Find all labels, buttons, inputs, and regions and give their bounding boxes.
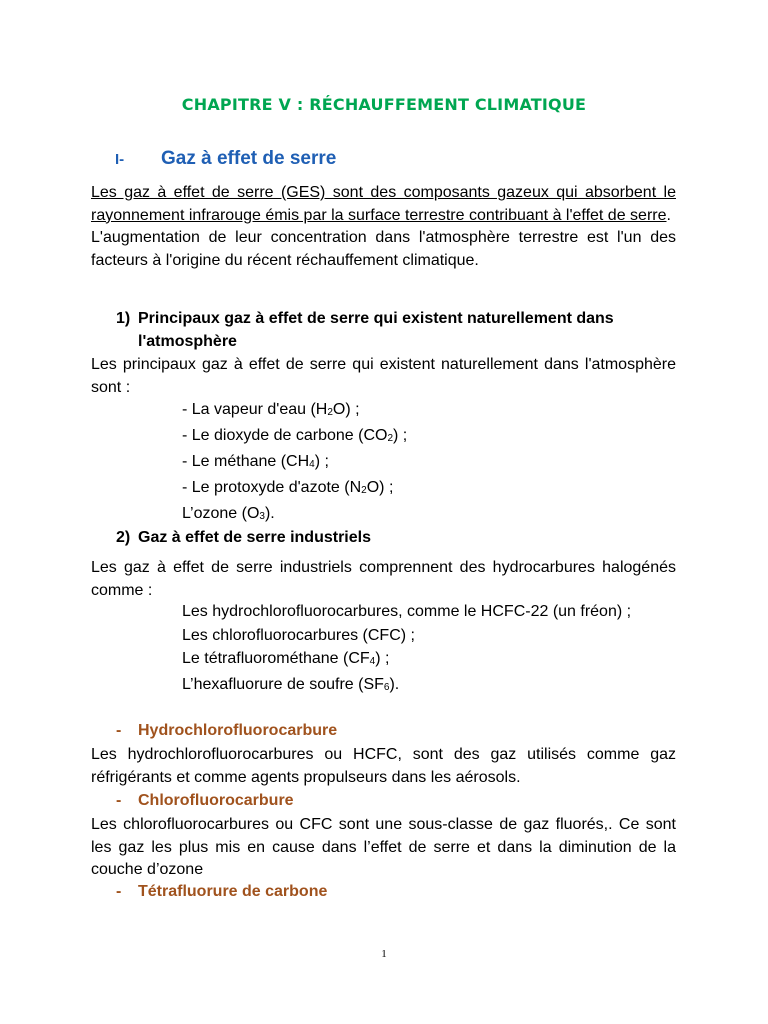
list-item: L’ozone $(O_3)$. <box>182 505 275 522</box>
hcfc-heading: - Hydrochlorofluorocarbure <box>116 722 338 739</box>
natural-gas-list <box>182 398 407 528</box>
list-item: L’hexafluorure de soufre $(SF_6)$. <box>182 675 400 693</box>
list-item: - Le protoxyde d'azote $(N_2O)$ ; <box>182 479 394 496</box>
intro-paragraph: Les gaz à effet de serre (GES) sont des composants gazeux qui absorbent le rayonnement infrarouge émis par la surface terrestre contribuant à l'effet de serre. L'augmentation de leur concentration dans l'atmosphère terrestre est l'un des facteurs à l'origine du récent réchauffement climatique. <box>91 184 676 269</box>
section-heading <box>115 148 336 170</box>
ges-definition: Les gaz à effet de serre (GES) sont des composants gazeux qui absorbent le rayonnement infrarouge émis par la surface terrestre contribuant à l'effet de serre <box>91 184 676 224</box>
list-item: - Le méthane $(CH_4)$ ; <box>182 453 329 470</box>
cfc-text: Les chlorofluorocarbures ou CFC sont une sous-classe de gaz fluorés,. Ce sont les gaz les plus mis en cause dans l’effet de serre et dans la diminution de la couche d’ozone <box>91 816 676 878</box>
section-title: Gaz à effet de serre <box>161 148 337 169</box>
cf4-heading: - Tétrafluorure de carbone <box>116 883 328 900</box>
list-item: Le tétrafluorométhane $(CF_4)$ ; <box>182 649 390 667</box>
list-item: - Le dioxyde de carbone $(CO_2)$ ; <box>182 427 408 444</box>
subsection-1-title: Principaux gaz à effet de serre qui existent naturellement dans l'atmosphère <box>138 310 614 350</box>
chapter-title: CHAPITRE V : RÉCHAUFFEMENT CLIMATIQUE <box>181 95 587 114</box>
hcfc-text: Les hydrochlorofluorocarbures ou HCFC, sont des gaz utilisés comme gaz réfrigérants et comme agents propulseurs dans les aérosols. <box>91 746 676 786</box>
subsection-2-text: Les gaz à effet de serre industriels comprennent des hydrocarbures halogénés comme : <box>91 559 676 599</box>
industrial-gas-list <box>182 601 676 699</box>
list-item: - La vapeur d'eau $(H_2O)$ ; <box>182 401 360 418</box>
subsection-1-text: Les principaux gaz à effet de serre qui existent naturellement dans l'atmosphère sont : <box>91 356 676 396</box>
subsection-1-heading: 1) Principaux gaz à effet de serre qui existent naturellement dans l'atmosphère <box>116 308 676 353</box>
cfc-heading: - Chlorofluorocarbure <box>116 792 294 809</box>
subsection-2-heading: 2) Gaz à effet de serre industriels <box>116 527 676 550</box>
subsection-2-title: Gaz à effet de serre industriels <box>138 529 371 546</box>
section-number: I- <box>115 151 125 168</box>
list-item: Les hydrochlorofluorocarbures, comme le HCFC-22 (un fréon) ; <box>182 603 632 620</box>
list-item: Les chlorofluorocarbures (CFC) ; <box>182 626 415 644</box>
page-number: 1 <box>381 948 387 960</box>
concentration-text: L'augmentation de leur concentration dans l'atmosphère terrestre est l'un des facteurs à l'origine du récent réchauffement climatique. <box>91 229 676 269</box>
